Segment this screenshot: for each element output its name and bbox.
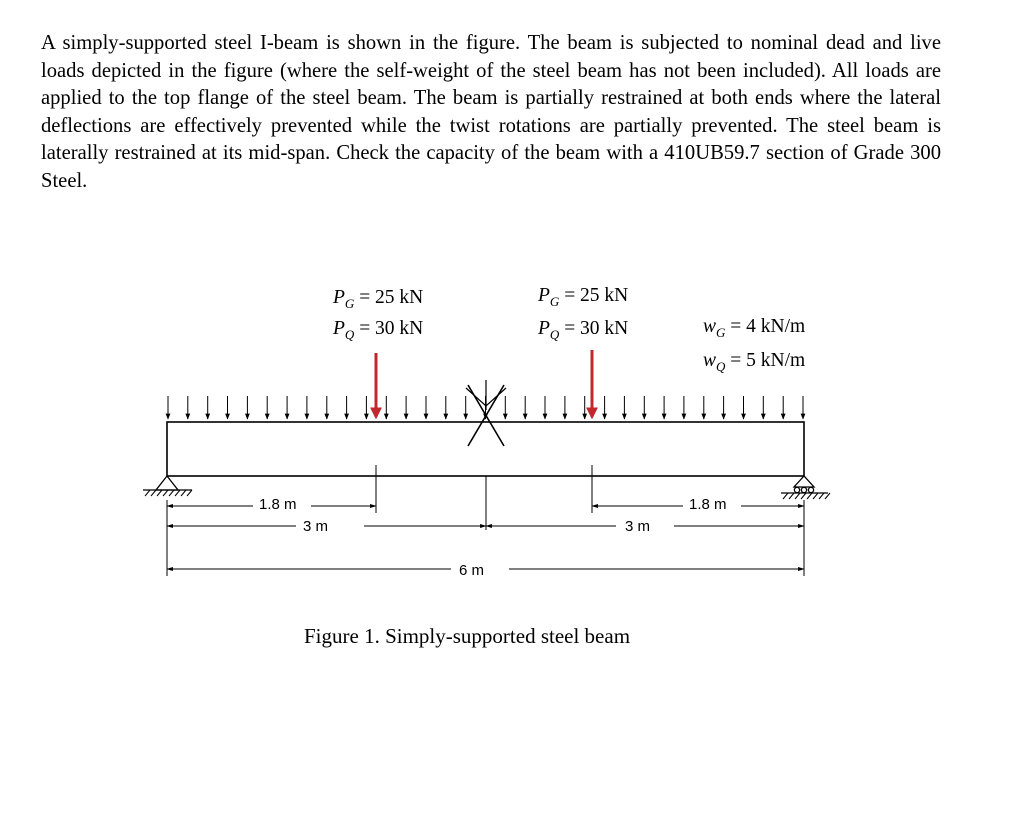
right-roller-support [781, 476, 830, 499]
beam [167, 422, 804, 476]
problem-statement: A simply-supported steel I-beam is shown in the figure. The beam is subjected to nominal dead and live loads depicted in the figure (where the self-weight of the steel beam has not been included). All loads are applied to the top flange of the steel beam. The beam is partially restrained at both ends where the lateral deflections are effectively prevented while the twist rotations are partially prevented. The steel beam is laterally restrained at its mid-span. Check the capacity of the beam with a 410UB59.7 section of Grade 300 Steel. [41, 32, 941, 192]
figure-caption: Figure 1. Simply-supported steel beam [304, 624, 631, 648]
left-dead-load-label: $P_G = 25$ kN [333, 287, 424, 311]
udl-dead-load-label: $w_G = 4$ kN/m [703, 316, 806, 340]
left-pin-support [143, 476, 192, 496]
dim-label-right-half: 3 m [625, 518, 651, 535]
udl-live-load-label: $w_Q = 5$ kN/m [703, 350, 806, 374]
left-live-load-label: $P_Q = 30$ kN [333, 318, 424, 342]
dim-label-left-half: 3 m [303, 518, 329, 535]
right-live-load-label: $P_Q = 30$ kN [538, 318, 629, 342]
dim-label-right-offset: 1.8 m [689, 496, 727, 513]
right-dead-load-label: $P_G = 25$ kN [538, 285, 629, 309]
dim-label-left-offset: 1.8 m [259, 496, 297, 513]
dim-label-total: 6 m [459, 562, 485, 579]
